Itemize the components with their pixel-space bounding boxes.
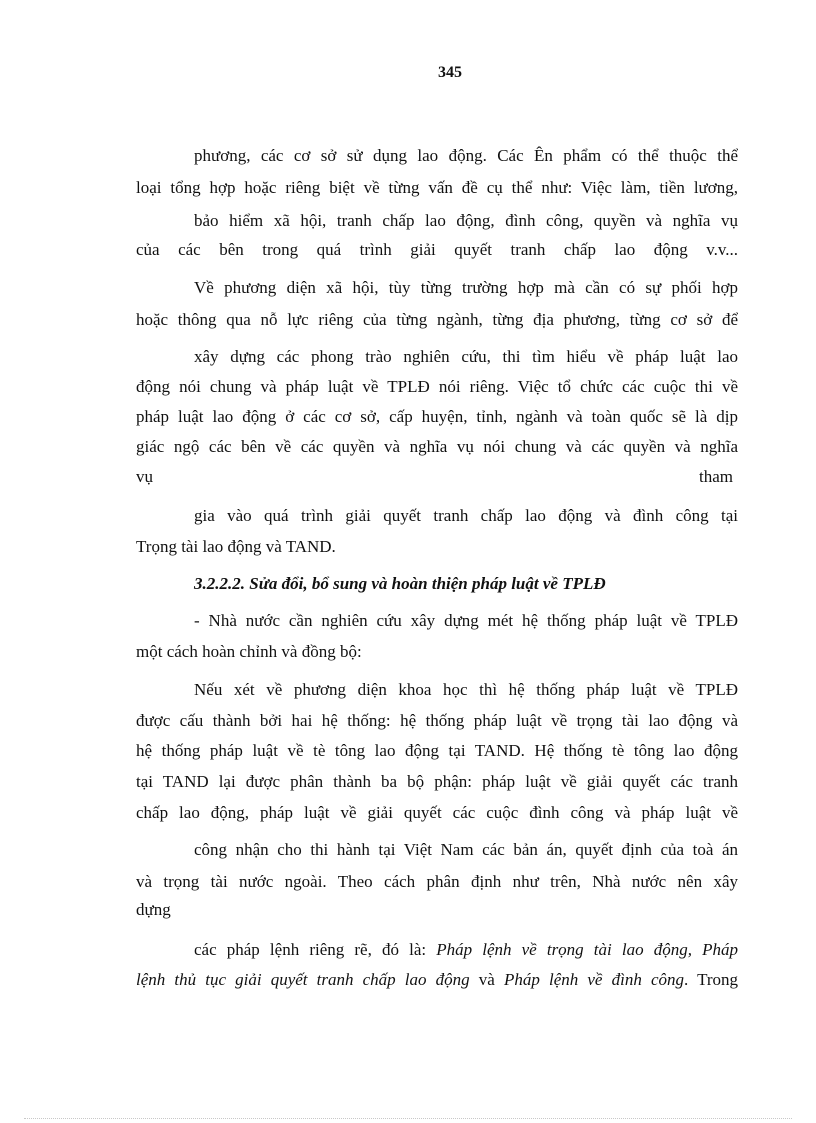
text-line: tại TAND lại được phân thành ba bộ phận: pháp luật về giải quyết các tranh <box>136 772 738 791</box>
text-line: Trọng tài lao động và TAND. <box>136 537 336 556</box>
text-line: bảo hiểm xã hội, tranh chấp lao động, đình công, quyền và nghĩa vụ <box>194 211 738 230</box>
text-run: . Trong <box>684 970 739 989</box>
text-line: hệ thống pháp luật về tè tông lao động tại TAND. Hệ thống tè tông lao động <box>136 741 738 760</box>
text-line: một cách hoàn chỉnh và đồng bộ: <box>136 642 362 661</box>
text-line: được cấu thành bởi hai hệ thống: hệ thống pháp luật về trọng tài lao động và <box>136 711 738 730</box>
text-line: pháp luật lao động ở các cơ sở, cấp huyện, tỉnh, ngành và toàn quốc sẽ là dịp <box>136 407 738 426</box>
text-line: công nhận cho thi hành tại Việt Nam các bản án, quyết định của toà án <box>194 840 738 859</box>
text-line: loại tổng hợp hoặc riêng biệt về từng vấn đề cụ thể như: Việc làm, tiền lương, <box>136 178 738 197</box>
text-line: - Nhà nước cần nghiên cứu xây dựng mét hệ thống pháp luật về TPLĐ <box>194 611 738 630</box>
text-line: động nói chung và pháp luật về TPLĐ nói riêng. Việc tổ chức các cuộc thi về <box>136 377 738 396</box>
italic-text: Pháp lệnh về đình công <box>503 970 684 989</box>
text-line: gia vào quá trình giải quyết tranh chấp lao động và đình công tại <box>194 506 738 525</box>
text-line: của các bên trong quá trình giải quyết tranh chấp lao động v.v... <box>136 240 738 259</box>
text-line: chấp lao động, pháp luật về giải quyết các cuộc đình công và pháp luật về <box>136 803 738 822</box>
text-line: giác ngộ các bên về các quyền và nghĩa vụ nói chung và các quyền và nghĩa <box>136 437 738 456</box>
text-run: các pháp lệnh riêng rẽ, đó là: <box>194 940 437 959</box>
text-line: phương, các cơ sở sử dụng lao động. Các Ên phẩm có thể thuộc thể <box>194 146 738 165</box>
text-line: Nếu xét về phương diện khoa học thì hệ thống pháp luật về TPLĐ <box>194 680 738 699</box>
text-line: tham <box>699 467 733 486</box>
text-line: vụ <box>136 467 153 486</box>
text-line: dựng <box>136 900 171 919</box>
text-line: xây dựng các phong trào nghiên cứu, thi tìm hiểu về pháp luật lao <box>194 347 738 366</box>
text-run: và <box>469 970 504 989</box>
text-line: và trọng tài nước ngoài. Theo cách phân định như trên, Nhà nước nên xây <box>136 872 738 891</box>
italic-text: lệnh thủ tục giải quyết tranh chấp lao động <box>136 970 470 989</box>
page-number: 345 <box>438 64 462 81</box>
italic-text: Pháp lệnh về trọng tài lao động, Pháp <box>436 940 738 959</box>
text-line <box>194 940 738 962</box>
text-line: Về phương diện xã hội, tùy từng trường hợp mà cần có sự phối hợp <box>194 278 738 297</box>
text-line <box>136 970 738 992</box>
section-heading: 3.2.2.2. Sửa đổi, bổ sung và hoàn thiện pháp luật về TPLĐ <box>194 574 606 593</box>
text-line: hoặc thông qua nỗ lực riêng của từng ngành, từng địa phương, từng cơ sở để <box>136 310 738 329</box>
page-footer-divider <box>24 1118 792 1119</box>
